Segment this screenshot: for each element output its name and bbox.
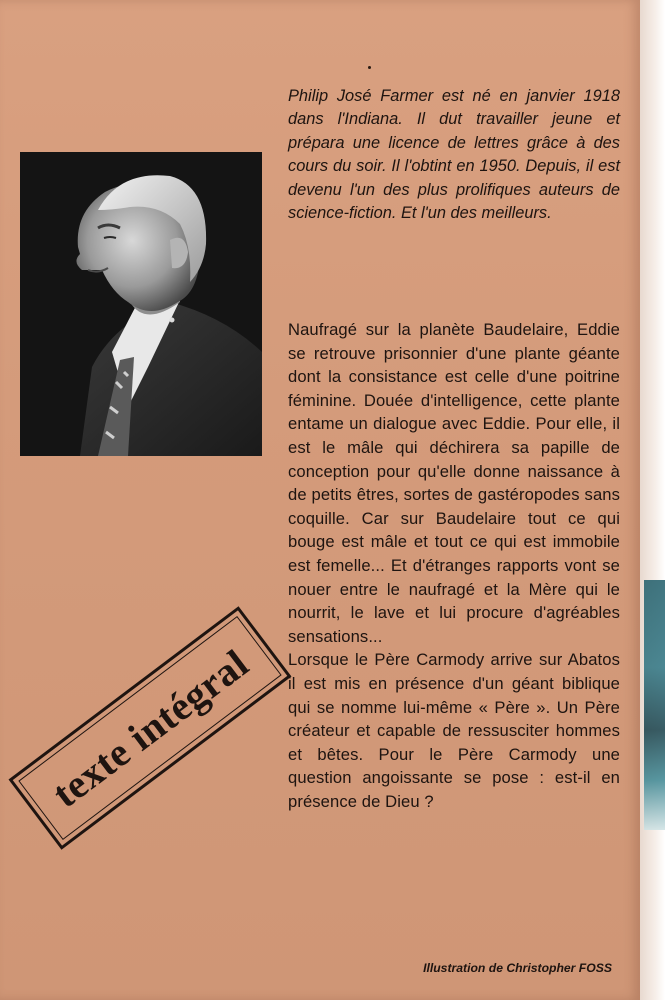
synopsis-paragraph-1: Naufragé sur la planète Baudelaire, Eddie se retrouve prisonnier d'une plante géante dont la consistance est celle d'une poitrine féminine. Douée d'intelligence, cette plante entame un dialogue avec Eddie. Pour elle, il est le mâle qui déchirera sa papille de conception pour qu'elle donne naissance à de petits êtres, sortes de gastéropodes sans coquille. Car sur Baudelaire tout ce qui bouge est mâle et tout ce qui est immobile est femelle... Et d'étranges rapports vont se nouer entre le naufragé et la Mère qui le nourrit, le lave et lui procure d'agréables sensations... [288,320,620,646]
book-synopsis [288,318,620,813]
illustration-credit: Illustration de Christopher FOSS [423,961,612,975]
speck [368,66,371,69]
book-edge [640,0,665,1000]
author-biography: Philip José Farmer est né en janvier 1918 dans l'Indiana. Il dut travailler jeune et prépara une licence de lettres grâce à des cours du soir. Il l'obtint en 1950. Depuis, il est devenu l'un des plus prolifiques auteurs de science-fiction. Et l'un des meilleurs. [288,87,620,223]
stamp-label: texte intégral [43,640,257,816]
front-cover-edge-illustration [644,580,665,830]
author-photo [20,152,262,456]
synopsis-paragraph-2: Lorsque le Père Carmody arrive sur Abatos il est mis en présence d'un géant biblique qui se nomme lui-même « Père ». Un Père créateur et capable de ressusciter hommes et bêtes. Pour le Père Carmody une question angoissante se pose : est-il en présence de Dieu ? [288,650,620,811]
author-portrait-image [20,152,262,456]
